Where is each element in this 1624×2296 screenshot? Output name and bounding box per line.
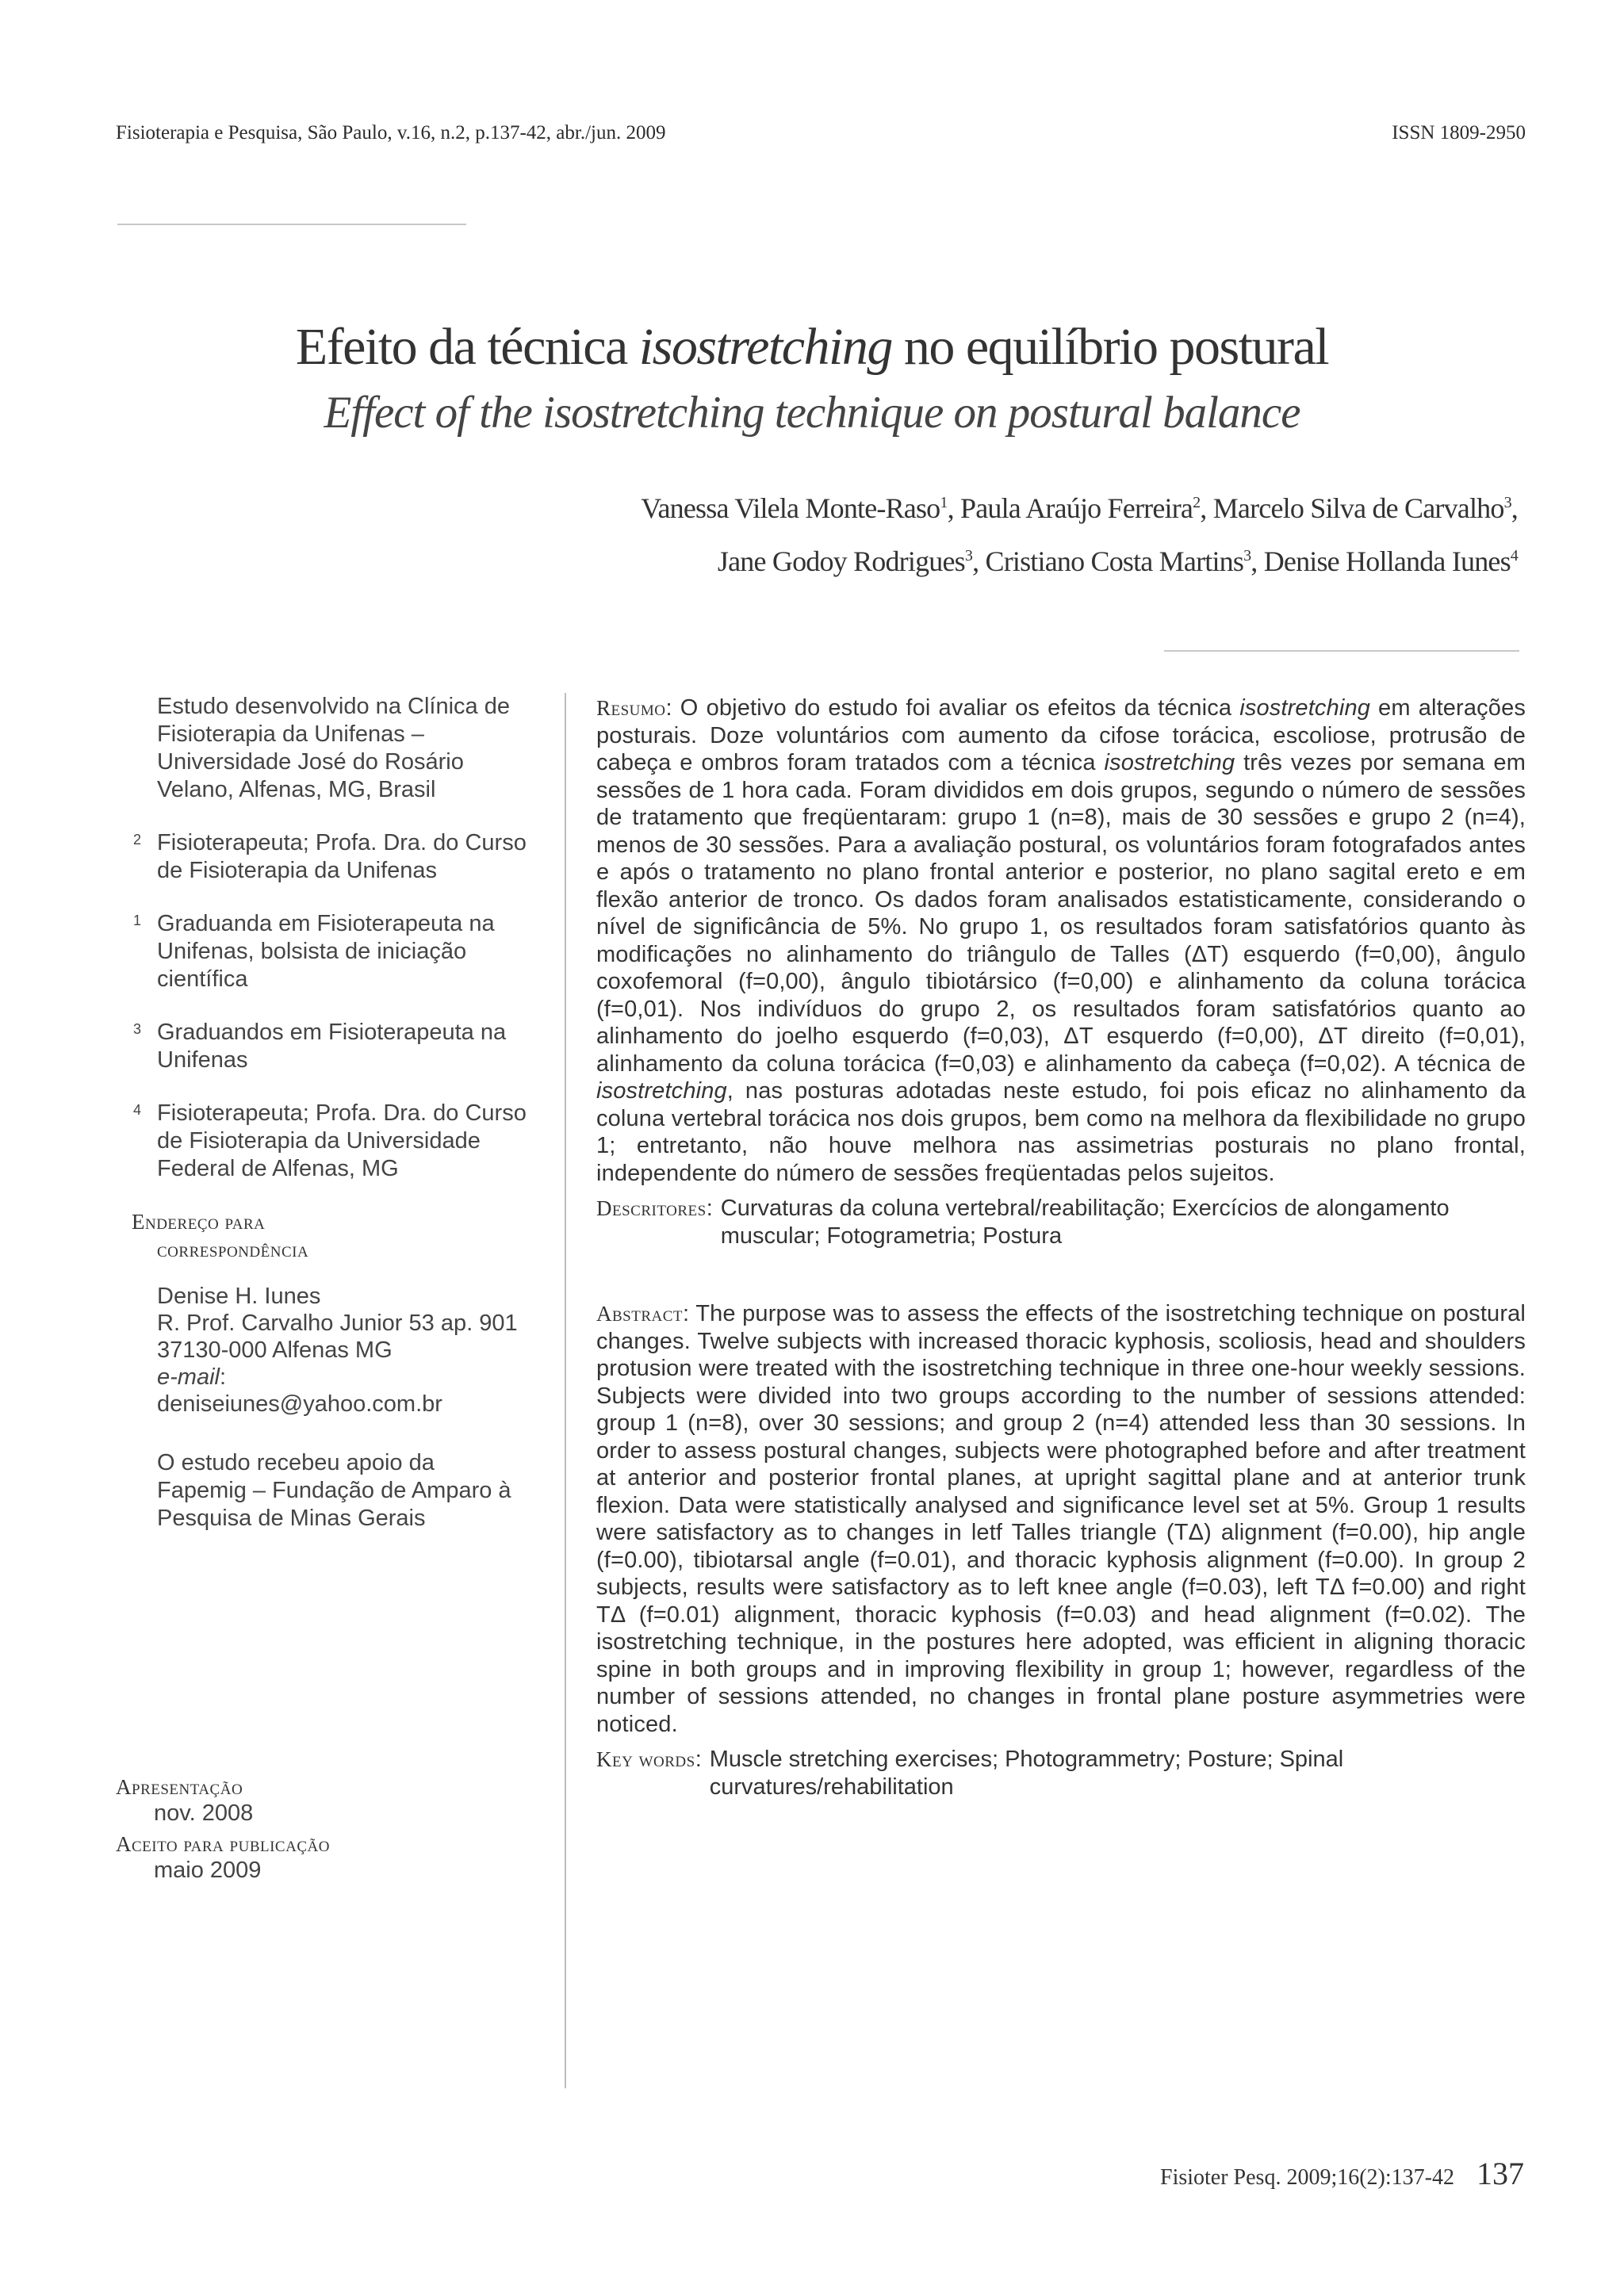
- resumo-italic-3: isostretching: [596, 1078, 727, 1104]
- affiliation-text: Graduanda em Fisioterapeuta na Unifenas, bolsista de iniciação científica: [157, 911, 495, 992]
- journal-header: Fisioterapia e Pesquisa, São Paulo, v.16, n.2, p.137-42, abr./jun. 2009: [116, 122, 666, 144]
- author-name: Jane Godoy Rodrigues: [717, 545, 965, 577]
- affiliation-note: [116, 693, 528, 804]
- descritores-block: [596, 1195, 1526, 1249]
- email-label: e-mail: [157, 1364, 220, 1390]
- author-name: Cristiano Costa Martins: [985, 545, 1244, 577]
- resumo-italic-2: isostretching: [1104, 750, 1235, 775]
- descritores-text: Curvaturas da coluna vertebral/reabilitação; Exercícios de alongamento muscular; Fotogrametria; Postura: [720, 1196, 1450, 1249]
- affiliation-text: Fisioterapeuta; Profa. Dra. do Curso de Fisioterapia da Unifenas: [157, 830, 527, 883]
- resumo-text-1: O objetivo do estudo foi avaliar os efeitos da técnica: [672, 695, 1240, 721]
- sidebar-notes: [116, 693, 528, 1533]
- author-affiliation-mark: 1: [940, 494, 948, 511]
- issn-label: ISSN 1809-2950: [1392, 122, 1526, 144]
- resumo-text-3: três vezes por semana em sessões de 1 hora cada. Foram divididos em dois grupos, segundo o número de sessões de tratamento que freqüentaram: grupo 1 (n=8), mais de 30 sessões e grupo 2 (n=4), menos de 30 sessões. Para a avaliação postural, os voluntários foram fotografados antes e após o tratamento no plano frontal anterior e posterior, no plano sagital ereto e em flexão anterior de tronco. Os dados foram analisados estatisticamente, considerando o nível de significância de 5%. No grupo 1, os resultados foram satisfatórios quanto às modificações no alinhamento do triângulo de Talles (ΔT) esquerdo (f=0,00), ângulo coxofemoral (f=0,00), ângulo tibiotársico (f=0,00) e alinhamento da coluna torácica (f=0,01). Nos indivíduos do grupo 2, os resultados foram satisfatórios quanto ao alinhamento do joelho esquerdo (f=0,03), ΔT esquerdo (f=0,00), ΔT direito (f=0,01), alinhamento da coluna torácica (f=0,03) e alinhamento da cabeça (f=0,02). A técnica de: [596, 750, 1526, 1077]
- header-divider: [117, 224, 466, 225]
- author-affiliation-mark: 2: [1193, 494, 1201, 511]
- resumo-paragraph: [596, 695, 1526, 1187]
- accepted-label: Aceito para publicação: [116, 1832, 330, 1856]
- correspondence-name: Denise H. Iunes: [157, 1284, 321, 1309]
- descritores-label: Descritores: [596, 1196, 707, 1220]
- abstract-text: The purpose was to assess the effects of the isostretching technique on postural changes. Twelve subjects with increased thoracic kyphosis, scoliosis, head and shoulders protusion were treated with the isostretching technique in three one-hour weekly sessions. Subjects were divided into two groups according to the number of sessions attended: group 1 (n=8), over 30 sessions; and group 2 (n=4) attended less than 30 sessions. In order to assess postural changes, subjects were photographed before and after treatment at anterior and posterior frontal planes, at upright sagittal plane and at anterior trunk flexion. Data were statistically analysed and significance level set at 5%. Group 1 results were satisfactory as to changes in letf Talles triangle (TΔ) alignment (f=0.00), hip angle (f=0.00), tibiotarsal angle (f=0.01), and thoracic kyphosis alignment (f=0.00). In group 2 subjects, results were satisfactory as to left knee angle (f=0.03), left TΔ f=0.00) and right TΔ (f=0.01) alignment, thoracic kyphosis (f=0.03) and head alignment (f=0.02). The isostretching technique, in the postures here adopted, was efficient in aligning thoracic spine in both groups and in improving flexibility in group 1; however, regardless of the number of sessions attended, no changes in frontal plane posture asymmetries were noticed.: [596, 1301, 1526, 1737]
- correspondence-street: R. Prof. Carvalho Junior 53 ap. 901: [157, 1311, 518, 1336]
- keywords-label: Key words: [596, 1747, 695, 1771]
- abstract-column: [596, 695, 1526, 1800]
- affiliation-text: Graduandos em Fisioterapeuta na Unifenas: [157, 1020, 507, 1073]
- author-separator: ,: [972, 545, 986, 577]
- resumo-label: Resumo: [596, 696, 666, 720]
- title-pt-part2: no equilíbrio postural: [891, 318, 1329, 376]
- email-address: deniseiunes@yahoo.com.br: [157, 1391, 442, 1417]
- title-english: Effect of the isostretching technique on postural balance: [324, 388, 1300, 438]
- presented-date: nov. 2008: [154, 1800, 254, 1826]
- title-pt-italic: isostretching: [638, 318, 892, 376]
- descritores-label-wrap: [596, 1195, 713, 1249]
- page-footer: [1160, 2155, 1524, 2192]
- correspondence-address: [116, 1283, 528, 1418]
- author-name: Vanessa Vilela Monte-Raso: [641, 492, 940, 524]
- affiliation-number: 4: [133, 1102, 142, 1118]
- affiliation-text: Estudo desenvolvido na Clínica de Fisioterapia da Unifenas – Universidade José do Rosário Velano, Alfenas, MG, Brasil: [157, 694, 510, 802]
- correspondence-label-line2: correspondência: [157, 1238, 309, 1261]
- author-separator: ,: [947, 492, 960, 524]
- presented-label: Apresentação: [116, 1775, 243, 1799]
- author-affiliation-mark: 4: [1510, 547, 1518, 564]
- author-line-2: [641, 532, 1518, 585]
- abstract-paragraph: [596, 1300, 1526, 1738]
- author-list: [641, 479, 1518, 585]
- author-affiliation-mark: 3: [1503, 494, 1511, 511]
- author-name: Marcelo Silva de Carvalho: [1212, 492, 1504, 524]
- affiliation-note: [116, 1019, 528, 1074]
- resumo-colon: :: [665, 695, 672, 721]
- author-separator: ,: [1200, 492, 1213, 524]
- author-name: Paula Araújo Ferreira: [960, 492, 1193, 524]
- column-divider: [565, 693, 566, 2088]
- author-separator: ,: [1511, 492, 1518, 524]
- descritores-colon: :: [706, 1196, 713, 1221]
- funding-note: O estudo recebeu apoio da Fapemig – Fundação de Amparo à Pesquisa de Minas Gerais: [157, 1450, 511, 1531]
- affiliation-text: Fisioterapeuta; Profa. Dra. do Curso de Fisioterapia da Universidade Federal de Alfenas, MG: [157, 1100, 527, 1181]
- correspondence-label: [116, 1208, 528, 1264]
- email-label-line: [157, 1364, 528, 1391]
- email-label-colon: :: [219, 1364, 227, 1390]
- abstract-colon: :: [683, 1301, 690, 1326]
- abstract-label: Abstract: [596, 1302, 684, 1326]
- author-separator: ,: [1251, 545, 1264, 577]
- resumo-text-4: , nas posturas adotadas neste estudo, foi pois eficaz no alinhamento da coluna vertebral torácica nos dois grupos, bem como na melhora da flexibilidade no grupo 1; entretanto, não houve melhora nas assimetrias posturais no plano frontal, independente do número de sessões freqüentadas pelos sujeitos.: [596, 1078, 1526, 1186]
- affiliation-note: [116, 910, 528, 993]
- keywords-text: Muscle stretching exercises; Photogrammetry; Posture; Spinal curvatures/rehabilitation: [709, 1747, 1344, 1800]
- affiliation-note: [116, 1100, 528, 1183]
- author-affiliation-mark: 3: [964, 547, 973, 564]
- page-number: 137: [1477, 2156, 1524, 2191]
- keywords-colon: :: [695, 1747, 702, 1772]
- resumo-text-2: em alterações posturais. Doze voluntários com aumento da cifose torácica, escoliose, protrusão de cabeça e ombros foram tratados com a técnica: [596, 695, 1526, 775]
- author-divider: [1164, 650, 1519, 652]
- keywords-block: [596, 1746, 1526, 1800]
- author-line-1: [641, 479, 1518, 532]
- correspondence-label-line1: Endereço para: [132, 1210, 266, 1234]
- title-portuguese: [0, 317, 1624, 377]
- title-pt-part1: Efeito da técnica: [295, 318, 639, 376]
- footer-citation: Fisioter Pesq. 2009;16(2):137-42: [1160, 2165, 1454, 2190]
- author-name: Denise Hollanda Iunes: [1263, 545, 1511, 577]
- affiliation-number: 2: [133, 832, 142, 848]
- correspondence-city: 37130-000 Alfenas MG: [157, 1337, 393, 1363]
- affiliation-number: 1: [133, 913, 142, 928]
- affiliation-note: [116, 829, 528, 885]
- submission-dates: [116, 1774, 330, 1888]
- keywords-label-wrap: [596, 1746, 702, 1800]
- author-affiliation-mark: 3: [1243, 547, 1251, 564]
- affiliation-number: 3: [133, 1021, 142, 1037]
- accepted-date: maio 2009: [154, 1858, 262, 1883]
- resumo-italic-1: isostretching: [1239, 695, 1370, 721]
